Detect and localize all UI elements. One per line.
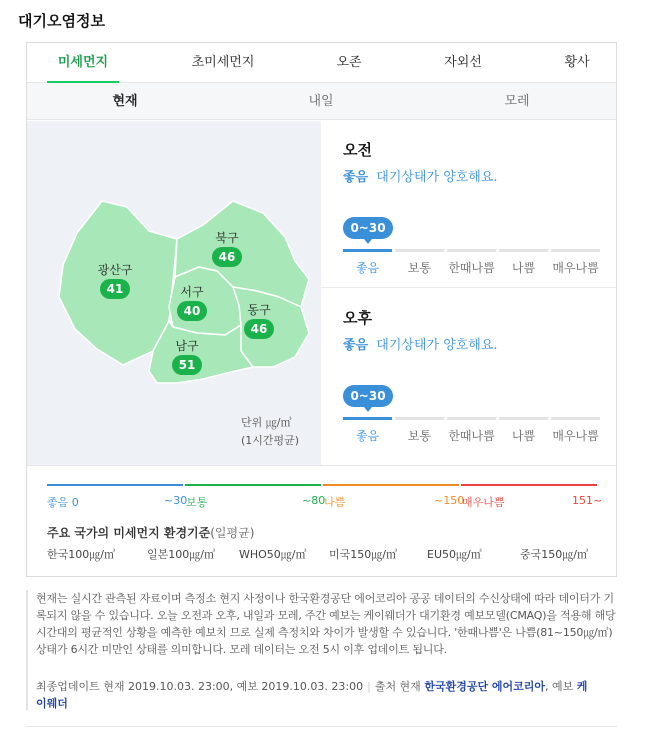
tab-uv[interactable]: 자외선	[444, 55, 482, 70]
district-label-dong: 동구	[247, 303, 271, 317]
scale-label-bad: 나쁨	[511, 261, 536, 275]
scale-label-very-bad: 매우나쁨	[552, 261, 599, 275]
source-forecast-link[interactable]: 케이웨더	[36, 680, 588, 710]
legend-bar-normal	[185, 484, 321, 486]
day-subtabs	[27, 83, 616, 120]
standards-subtitle: (일평균)	[210, 526, 255, 540]
standards-title-text: 주요 국가의 미세먼지 환경기준	[47, 526, 211, 540]
scale-segment-bad	[499, 249, 548, 252]
standard-usa: 미국150㎍/㎥	[329, 548, 397, 561]
source-prefix: 출처 현재	[374, 680, 421, 693]
last-updated: 최종업데이트 현재 2019.10.03. 23:00, 예보 2019.10.03. 23:00	[36, 680, 364, 693]
district-value-seo[interactable]: 40	[177, 301, 207, 321]
district-value-nam[interactable]: 51	[172, 355, 202, 375]
district-value-gwangsan[interactable]: 41	[100, 279, 130, 299]
scale-label-briefly-bad: 한때나쁨	[448, 261, 495, 275]
scale-label-good: 좋음	[355, 261, 380, 275]
source-forecast-prefix: , 예보	[545, 680, 574, 693]
forecast-morning-range: 0~30	[343, 217, 393, 239]
scale-label-good: 좋음	[355, 429, 380, 443]
tab-ultrafine-dust[interactable]: 초미세먼지	[191, 55, 255, 70]
scale-segment-very-bad	[551, 417, 600, 420]
scale-segment-normal	[395, 249, 444, 252]
subtab-now[interactable]: 현재	[112, 94, 138, 109]
notice-meta	[36, 678, 596, 712]
forecast-divider	[321, 287, 616, 288]
standard-korea: 한국100㎍/㎥	[47, 548, 115, 561]
legend-label-normal: 보통	[186, 496, 208, 509]
scale-segment-good	[343, 249, 392, 252]
pollutant-tabs	[27, 43, 616, 83]
district-label-gwangsan: 광산구	[97, 263, 133, 277]
tab-fine-dust[interactable]: 미세먼지	[47, 43, 119, 83]
standard-who: WHO50㎍/㎥	[239, 548, 307, 561]
legend-bar-good	[47, 484, 183, 486]
standard-japan: 일본100㎍/㎥	[147, 548, 215, 561]
scale-label-very-bad: 매우나쁨	[552, 429, 599, 443]
scale-segment-briefly-bad	[447, 249, 496, 252]
meta-separator: |	[367, 680, 371, 693]
unit-sub-label: (1시간평균)	[241, 434, 300, 447]
legend-bar-bad	[323, 484, 459, 486]
legend-label-good-end: ~30	[164, 494, 188, 507]
forecast-afternoon-grade: 좋음	[343, 338, 369, 353]
bottom-divider	[26, 726, 617, 727]
forecast-afternoon-message: 대기상태가 양호해요.	[376, 338, 498, 353]
scale-label-normal: 보통	[407, 429, 432, 443]
scale-label-briefly-bad: 한때나쁨	[448, 429, 495, 443]
grade-legend	[27, 465, 616, 577]
tab-ozone[interactable]: 오존	[336, 55, 362, 70]
scale-segment-very-bad	[551, 249, 600, 252]
data-notice	[26, 590, 617, 710]
forecast-morning-title: 오전	[343, 141, 372, 159]
forecast-afternoon-range: 0~30	[343, 385, 393, 407]
district-value-buk[interactable]: 46	[212, 247, 242, 267]
forecast-morning-message: 대기상태가 양호해요.	[376, 170, 498, 185]
scale-segment-bad	[499, 417, 548, 420]
district-map	[27, 121, 321, 465]
district-label-seo: 서구	[180, 285, 204, 299]
legend-label-very-bad: 매우나쁨	[462, 496, 505, 509]
scale-label-bad: 나쁨	[511, 429, 536, 443]
legend-label-bad-end: ~150	[434, 494, 465, 507]
legend-label-bad: 나쁨	[324, 496, 346, 509]
legend-bar-very-bad	[461, 484, 597, 486]
notice-text: 현재는 실시간 관측된 자료이며 측정소 현지 사정이나 한국환경공단 에어코리아 공공 데이터의 수신상태에 따라 데이터가 기록되지 않을 수 있습니다. 오늘 오전과 오후, 내일과 모레, 주간 예보는 케이웨더가 대기환경 예보모델(CMAQ)을 적용해 해당 시간대의 평균적인 상황을 예측한 예보치 므로 실제 측정치와 차이가 발생할 수 있습니다. '한때나쁨'은 나쁨(81~150㎍/㎥)상태가 6시간 미만인 상태를 의미합니다. 모레 데이터는 오전 5시 이후 업데이트 됩니다.	[36, 592, 616, 656]
forecast-afternoon-status	[343, 334, 603, 353]
source-current-link[interactable]: 한국환경공단 에어코리아	[424, 680, 546, 693]
scale-segment-briefly-bad	[447, 417, 496, 420]
air-quality-panel	[26, 42, 617, 577]
standards-title	[47, 524, 254, 541]
forecast-morning-status	[343, 166, 603, 185]
district-value-dong[interactable]: 46	[244, 319, 274, 339]
forecast-afternoon-title: 오후	[343, 309, 372, 327]
tab-yellow-dust[interactable]: 황사	[564, 55, 590, 70]
forecast-afternoon	[343, 307, 603, 443]
legend-label-good-start: 좋음 0	[47, 496, 79, 509]
scale-label-normal: 보통	[407, 261, 432, 275]
standard-eu: EU50㎍/㎥	[427, 548, 482, 561]
district-label-nam: 남구	[175, 339, 199, 353]
standard-china: 중국150㎍/㎥	[520, 548, 588, 561]
scale-segment-normal	[395, 417, 444, 420]
subtab-day-after[interactable]: 모레	[504, 94, 530, 109]
forecast-morning-grade: 좋음	[343, 170, 369, 185]
scale-segment-good	[343, 417, 392, 420]
unit-label: 단위 ㎍/㎥	[241, 416, 292, 429]
legend-label-normal-end: ~80	[302, 494, 326, 507]
page-title: 대기오염정보	[18, 12, 105, 30]
subtab-tomorrow[interactable]: 내일	[308, 94, 334, 109]
district-label-buk: 북구	[215, 231, 239, 245]
legend-label-very-bad-end: 151~	[572, 494, 603, 507]
forecast-area	[321, 121, 616, 465]
forecast-morning	[343, 139, 603, 275]
